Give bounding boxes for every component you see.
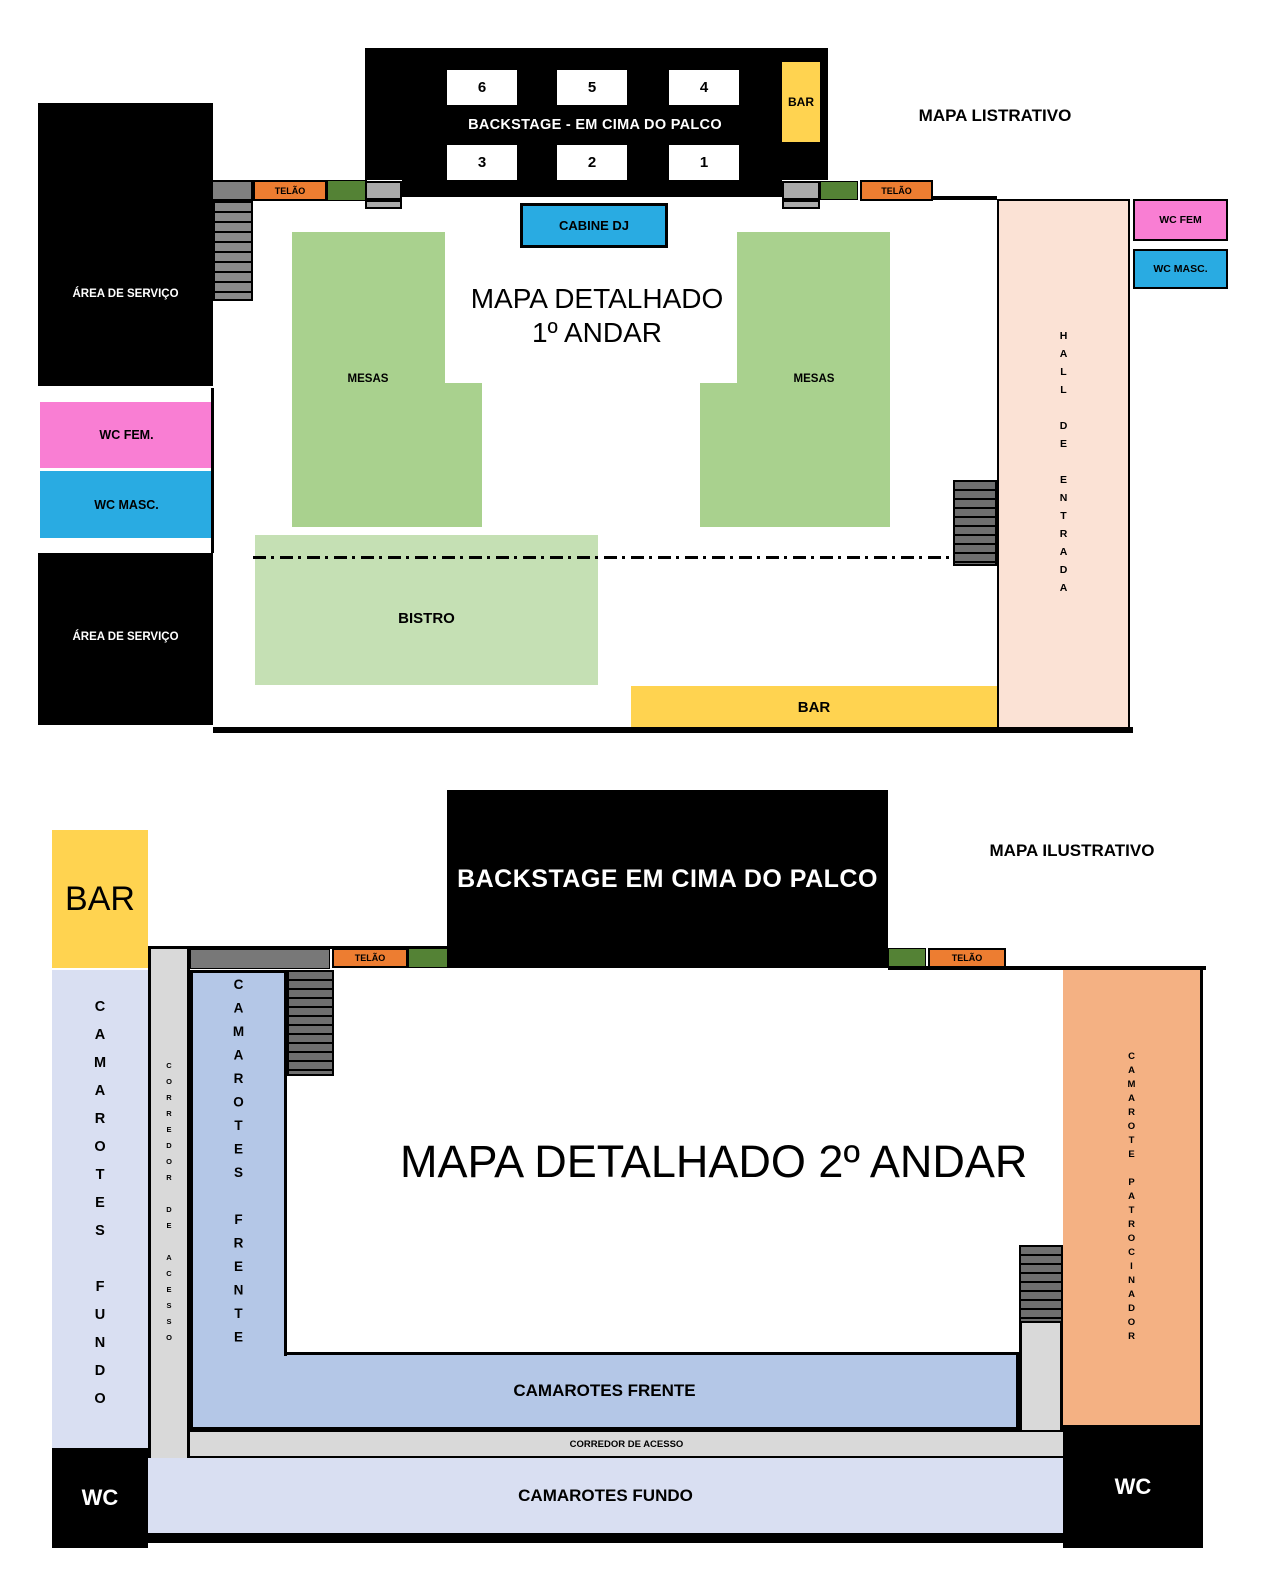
hall-entrada — [997, 199, 1130, 731]
cabine-dj: CABINE DJ — [520, 203, 668, 248]
map1-wall-line-right — [933, 196, 997, 200]
camarotes-fundo-column — [52, 970, 148, 1448]
stage-room-5: 5 — [555, 68, 629, 107]
map1-telao-left: TELÃO — [253, 180, 327, 201]
map1-gray-box-left — [365, 181, 402, 200]
stage-room-2: 2 — [555, 143, 629, 182]
camarotes-frente-column — [190, 970, 287, 1356]
map2-bottom-border — [148, 1533, 1063, 1543]
map1-gray-box-right-step — [782, 200, 820, 209]
map1-gray-box-right — [782, 181, 820, 200]
map1-wall-line-left — [211, 388, 214, 553]
map2-stairs-left — [287, 970, 334, 1076]
map2-green-box-left — [408, 948, 448, 968]
map1-telao-right: TELÃO — [860, 180, 933, 201]
map1-caption: MAPA LISTRATIVO — [918, 106, 1072, 125]
map2-wc-left: WC — [52, 1448, 148, 1548]
service-area-top-label: ÁREA DE SERVIÇO — [72, 288, 179, 300]
stage-room-3: 3 — [445, 143, 519, 182]
corredor-acesso-bar: CORREDOR DE ACESSO — [190, 1430, 1063, 1458]
map1-gray-box-left-step — [365, 200, 402, 209]
map2-dark-gray-bar — [190, 949, 330, 969]
corredor-acesso-column-label: CORREDOR DE ACESSO — [164, 1060, 174, 1349]
map2-backstage-block: BACKSTAGE EM CIMA DO PALCO — [447, 790, 888, 968]
map1-green-box-right — [820, 181, 858, 200]
stage-room-6: 6 — [445, 68, 519, 107]
map2-stairs-right — [1019, 1245, 1063, 1323]
wc-masc-right: WC MASC. — [1133, 249, 1228, 289]
camarotes-frente-column-label: CAMAROTES FRENTE — [231, 976, 246, 1353]
mesas-right-label: MESAS — [793, 373, 835, 385]
map1-bar-bottom: BAR — [631, 686, 997, 728]
map1-backstage-label: BACKSTAGE - EM CIMA DO PALCO — [468, 117, 722, 133]
bistro-label: BISTRO — [398, 609, 455, 627]
camarotes-fundo-column-label: CAMAROTES FUNDO — [92, 999, 108, 1419]
wc-fem-left: WC FEM. — [40, 402, 213, 468]
map1-stairs-right — [953, 480, 997, 566]
wc-fem-right: WC FEM — [1133, 199, 1228, 241]
hall-entrada-label: HALL DE ENTRADA — [1057, 330, 1070, 600]
map2-bar-label: BAR — [65, 879, 135, 918]
map1-bottom-border — [213, 727, 1133, 733]
map2-bar — [52, 830, 148, 968]
divider-dashed-line — [253, 556, 997, 559]
wc-masc-left: WC MASC. — [40, 471, 213, 538]
map2-telao-left: TELÃO — [332, 948, 408, 968]
mesas-left-label: MESAS — [347, 373, 389, 385]
map1-stairs-left — [213, 201, 253, 301]
camarotes-fundo-bar: CAMAROTES FUNDO — [148, 1458, 1063, 1533]
map1-stage-bar: BAR — [782, 62, 820, 142]
camarote-patrocinador-column — [1063, 970, 1203, 1425]
map2-title: MAPA DETALHADO 2º ANDAR — [400, 1136, 1028, 1187]
service-area-bottom-label: ÁREA DE SERVIÇO — [72, 631, 179, 643]
stage-room-1: 1 — [667, 143, 741, 182]
camarotes-frente-bar: CAMAROTES FRENTE — [190, 1352, 1019, 1430]
map2-corridor-right-piece — [1019, 1323, 1063, 1430]
service-area-top — [38, 103, 213, 386]
map1-title-line1: MAPA DETALHADO — [470, 283, 724, 314]
map1-title-line2: 1º ANDAR — [531, 317, 663, 348]
map1-green-box-left — [327, 180, 367, 201]
map2-wc-right: WC — [1063, 1425, 1203, 1548]
stage-room-4: 4 — [667, 68, 741, 107]
map2-caption: MAPA ILUSTRATIVO — [989, 841, 1155, 860]
map2-telao-right: TELÃO — [928, 948, 1006, 968]
map2-green-box-right — [888, 948, 926, 968]
corredor-acesso-column — [148, 949, 190, 1460]
camarote-patrocinador-label: CAMAROTE PATROCINADOR — [1126, 1050, 1137, 1345]
